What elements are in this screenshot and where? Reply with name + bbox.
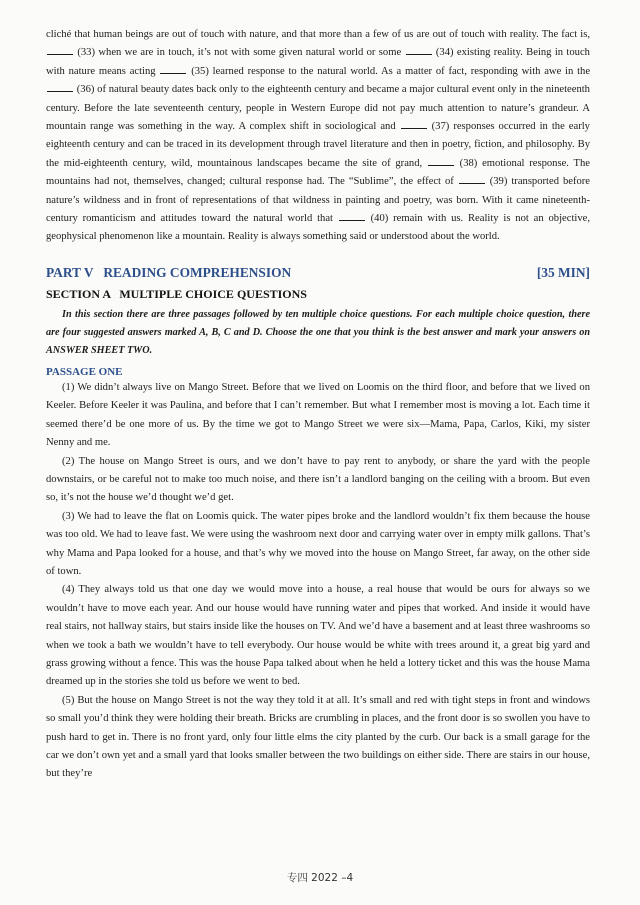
blank-line <box>406 45 432 55</box>
question-number: (38) <box>459 157 478 169</box>
part-title: PART V READING COMPREHENSION <box>46 264 292 280</box>
question-number: (35) <box>191 65 209 77</box>
section-title: SECTION A MULTIPLE CHOICE QUESTIONS <box>46 286 307 301</box>
question-number: (40) <box>370 213 389 225</box>
blank-line <box>401 119 427 129</box>
passage-paragraph: (3) We had to leave the flat on Loomis quick. The water pipes broke and the landlord wouldn’t fix them because the house was too old. We had to leave fast. We were using the washroom next door and carrying water over in empty milk gallons. That’s why Mama and Papa looked for a house, and that’s why we moved into the house on Mango Street, far away, on the other side of town. <box>46 510 590 577</box>
page-footer: 专四 2022 –4 <box>286 872 354 884</box>
passage-title: PASSAGE ONE <box>46 365 123 378</box>
passage-paragraph: (5) But the house on Mango Street is not the way they told it at all. It’s small and red with tight steps in front and windows so small you’d think they were holding their breath. Bricks are crumbling in places, and the front door is so swollen you have to push hard to get in. There is no front yard, only four little elms the city planted by the curb. Our back is a small garage for the car we don’t own yet and a small yard that looks smaller between the two buildings on either side. There are stairs in our house, but they’re <box>46 694 590 780</box>
blank-line <box>428 156 454 166</box>
part-header <box>46 265 590 281</box>
passage-paragraph: (2) The house on Mango Street is ours, and we don’t have to pay rent to anybody, or share the yard with the people downstairs, or be careful not to make too much noise, and there isn’t a landlord banging on the ceiling with a broom. But even so, it’s not the house we’d thought we’d get. <box>46 455 590 504</box>
question-number: (34) <box>435 47 454 59</box>
blank-line <box>339 211 365 221</box>
passage-paragraph: (4) They always told us that one day we would move into a house, a real house that would be ours for always so we wouldn’t have to move each year. And our house would have running water and pipes that worked. And inside it would have real stairs, not hallway stairs, but stairs inside like the houses on TV. And we’d have a basement and at least three washrooms so when we took a bath we wouldn’t have to tell everybody. Our house would be white with trees around it, a great big yard and grass growing without a fence. This was the house Papa talked about when he held a lottery ticket and this was the house Mama dreamed up in the stories she told us before we went to bed. <box>46 584 590 688</box>
question-number: (33) <box>77 47 96 59</box>
passage-paragraph: (1) We didn’t always live on Mango Street. Before that we lived on Loomis on the third floor, and before that we lived on Keeler. Before Keeler it was Paulina, and before that I can’t remember. But what I remember most is moving a lot. Each time it seemed there’d be one more of us. By the time we got to Mango Street we were six—Mama, Papa, Carlos, Kiki, my sister Nenny and me. <box>46 381 590 449</box>
question-number: (36) <box>76 84 95 96</box>
blank-line <box>47 45 73 55</box>
question-number: (39) <box>489 176 508 188</box>
blank-line <box>160 64 186 74</box>
blank-line <box>47 82 73 92</box>
cloze-passage: cliché that human beings are out of touch with nature, and that more than a few of us are out of touch with reality. The fact is, (33) when we are in touch, it’s not with some given natural world or some (34) existing reality. Being in touch with nature means acting (35) learned response to the natural world. As a matter of fact, responding with awe in the (36) of natural beauty dates back only to the eighteenth century and became a major cultural event only in the nineteenth century. Before the late seventeenth century, people in Western Europe did not pay much attention to nature’s grandeur. A mountain range was something in the way. A complex shift in sociological and (37) responses occurred in the early eighteenth century and can be traced in its development through travel literature and then in poetry, fiction, and philosophy. By the mid-eighteenth century, wild, mountainous landscapes became the site of grand, (38) emotional response. The mountains had not, themselves, changed; cultural response had. The “Sublime”, the effect of (39) transported before nature’s wildness and in front of representations of that wildness in painting and poetry, was born. With it came nineteenth-century romanticism and attitudes toward the natural world that (40) remain with us. Reality is not an objective, geophysical phenomenon like a mountain. Reality is always something said or understood about the world. <box>46 29 591 243</box>
instructions: In this section there are three passages followed by ten multiple choice questions. For each multiple choice question, there are four suggested answers marked A, B, C and D. Choose the one that you think is the best answer and mark your answers on ANSWER SHEET TWO. <box>46 308 590 356</box>
part-time: [35 MIN] <box>536 264 590 280</box>
question-number: (37) <box>431 121 450 133</box>
blank-line <box>459 174 485 184</box>
